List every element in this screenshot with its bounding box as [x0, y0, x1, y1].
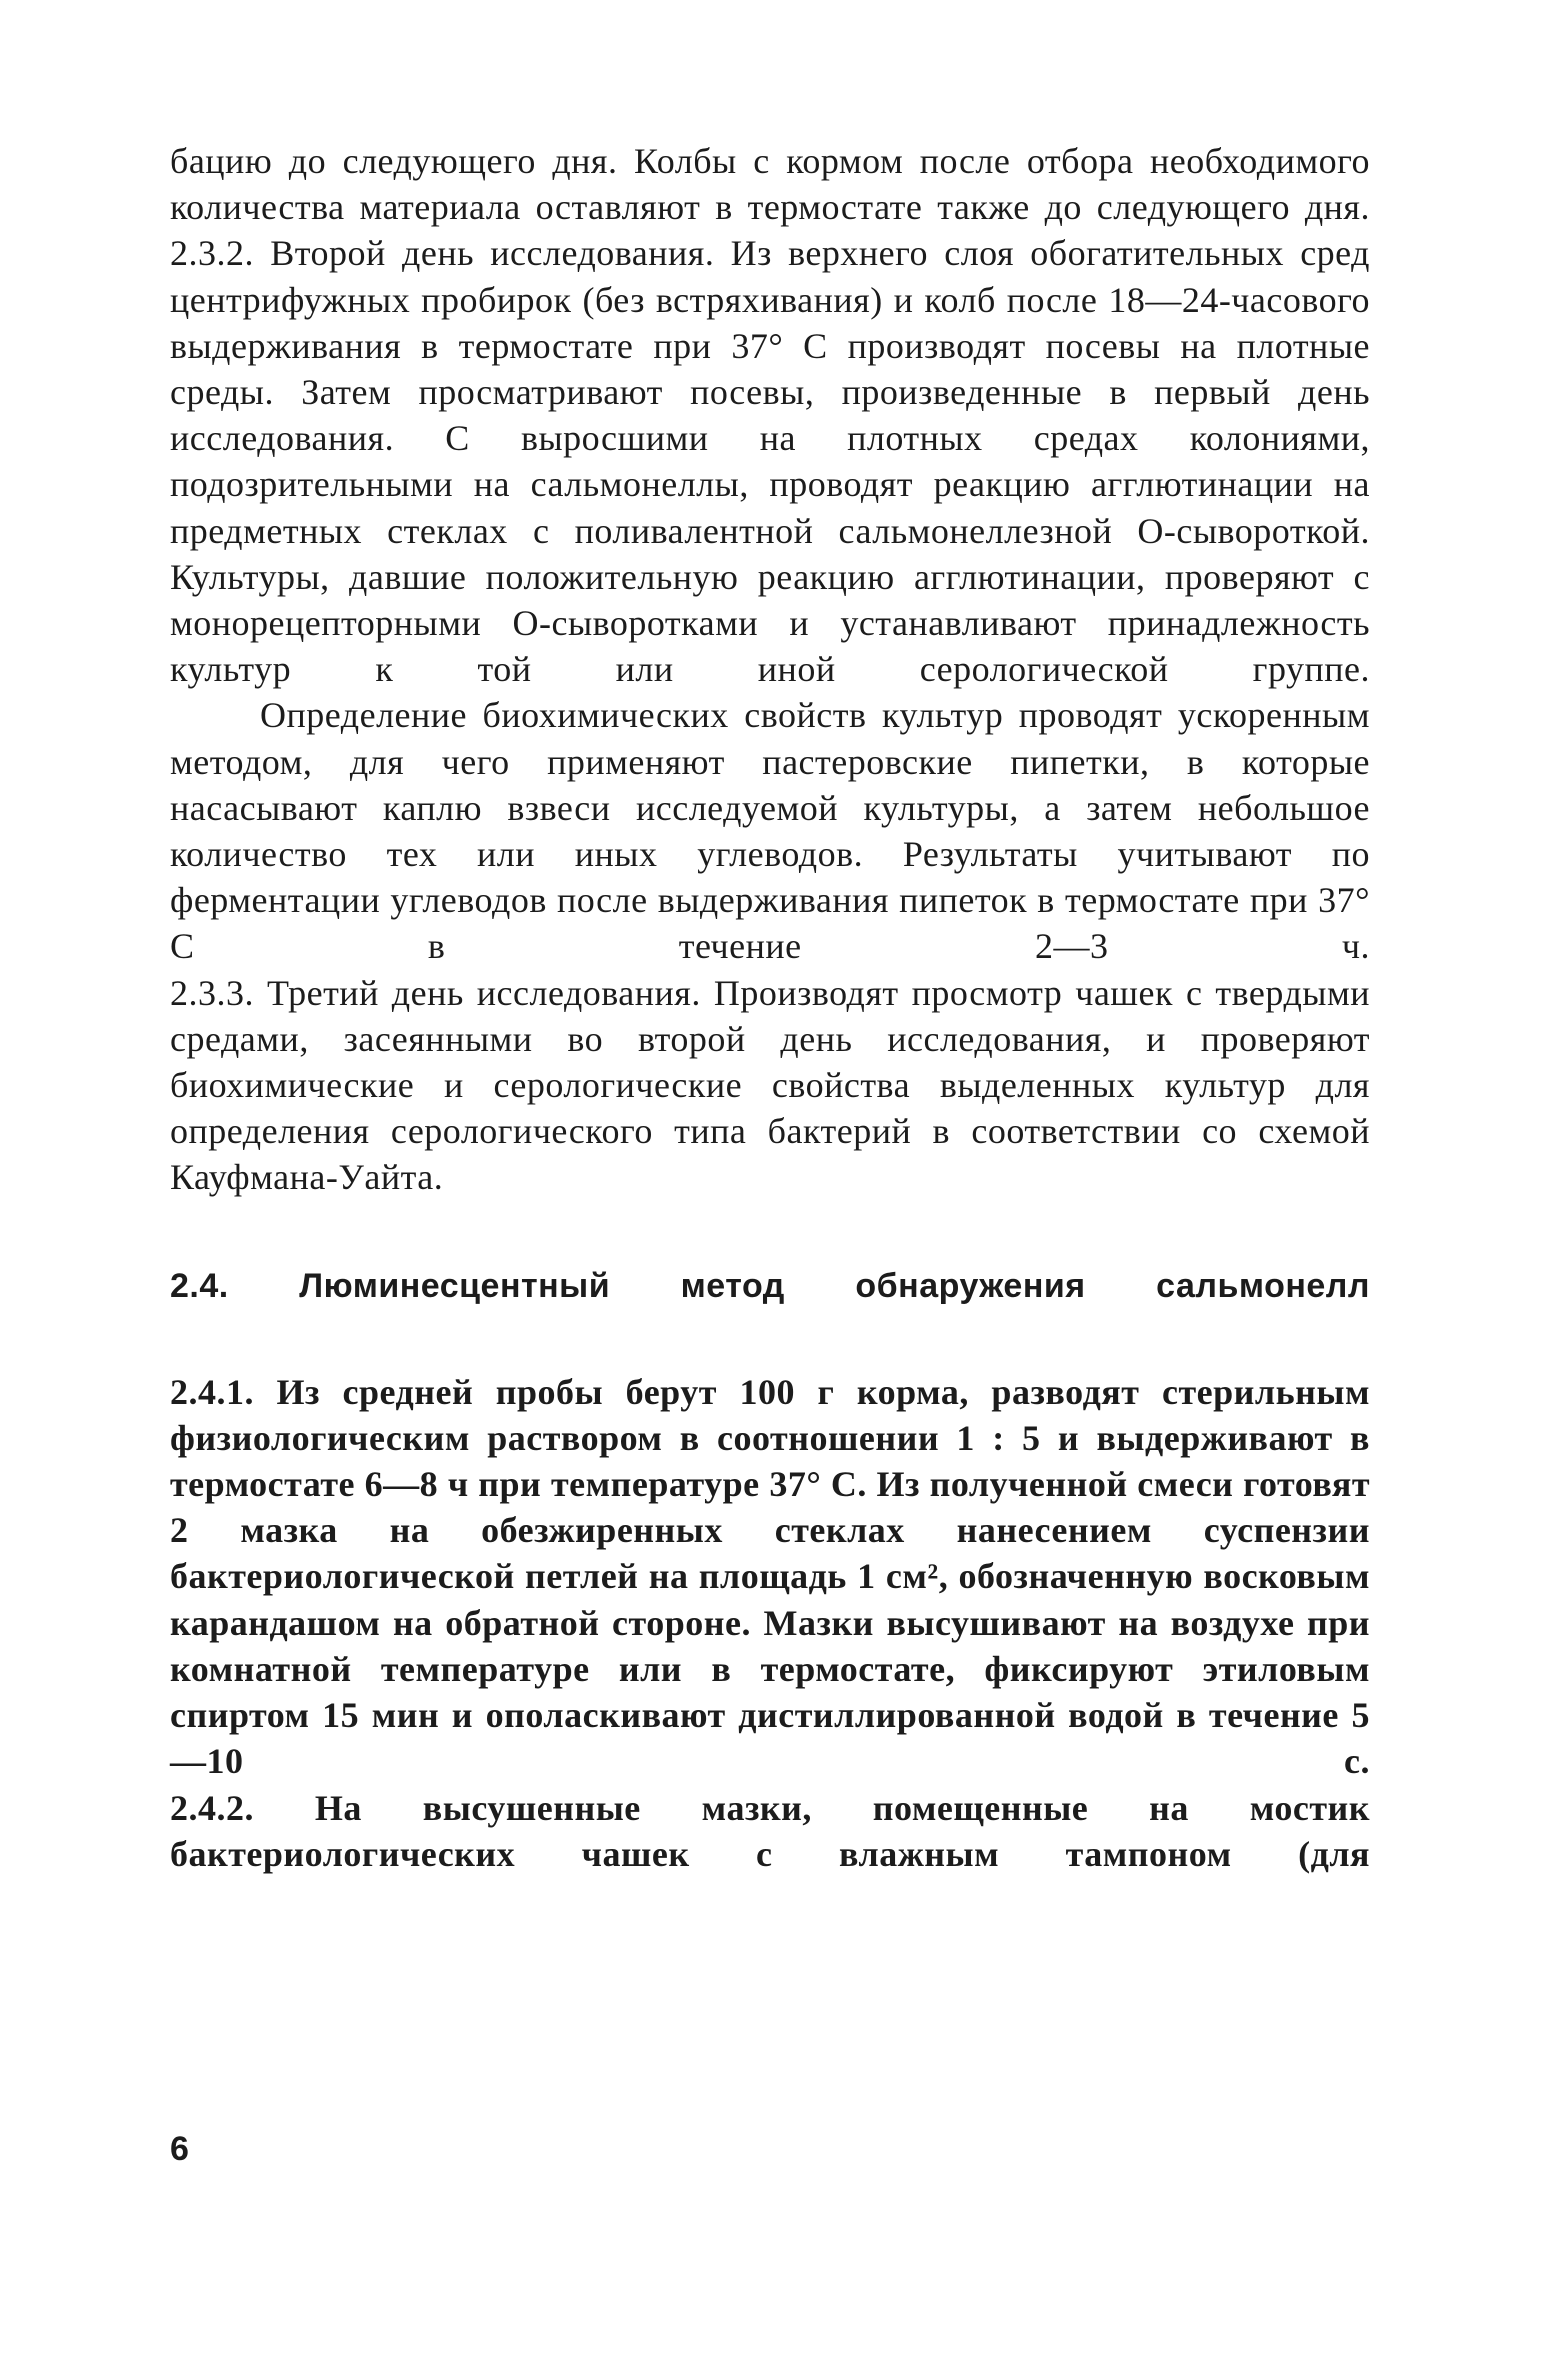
paragraph-continuation: бацию до следующего дня. Колбы с кормом после отбора необходимого количества материала оставляют в термостате также до следующего дня. [170, 141, 1370, 228]
section-heading-2-4: 2.4. Люминесцентный метод обнаружения сальмонелл [170, 1266, 1370, 1305]
paragraph-biochemical: Определение биохимических свойств культур проводят ускоренным методом, для чего применяют пастеровские пипетки, в которые насасывают каплю взвеси исследуемой культуры, а затем небольшое количество тех или иных углеводов. Результаты учитывают по ферментации углеводов после выдерживания пипеток в термостате при 37° С в течение 2—3 ч. [170, 695, 1370, 967]
paragraph-2-4-2: 2.4.2. На высушенные мазки, помещенные на мостик бактериологических чашек с влажным тампоном (для [170, 1787, 1370, 1874]
bold-text-block [170, 1369, 1370, 1877]
paragraph-2-3-2: 2.3.2. Второй день исследования. Из верхнего слоя обогатительных сред центрифужных пробирок (без встряхивания) и колб после 18—24-часового выдерживания в термостате при 37° С производят посевы на плотные среды. Затем просматривают посевы, произведенные в первый день исследования. С выросшими на плотных средах колониями, подозрительными на сальмонеллы, проводят реакцию агглютинации на предметных стеклах с поливалентной сальмонеллезной О-сывороткой. Культуры, давшие положительную реакцию агглютинации, проверяют с монорецепторными О-сыворотками и устанавливают принадлежность культур к той или иной серологической группе. [170, 233, 1370, 690]
page-number: 6 [170, 2130, 189, 2168]
document-page [170, 138, 1370, 1877]
paragraph-2-4-1: 2.4.1. Из средней пробы берут 100 г корма, разводят стерильным физиологическим раствором в соотношении 1 : 5 и выдерживают в термостате 6—8 ч при температуре 37° С. Из полученной смеси готовят 2 мазка на обезжиренных стеклах нанесением суспензии бактериологической петлей на площадь 1 см², обозначенную восковым карандашом на обратной стороне. Мазки высушивают на воздухе при комнатной температуре или в термостате, фиксируют этиловым спиртом 15 мин и ополаскивают дистиллированной водой в течение 5—10 с. [170, 1371, 1370, 1782]
paragraph-2-3-3: 2.3.3. Третий день исследования. Производят просмотр чашек с твердыми средами, засеянными во второй день исследования, и проверяют биохимические и серологические свойства выделенных культур для определения серологического типа бактерий в соответствии со схемой Кауфмана-Уайта. [170, 972, 1370, 1198]
